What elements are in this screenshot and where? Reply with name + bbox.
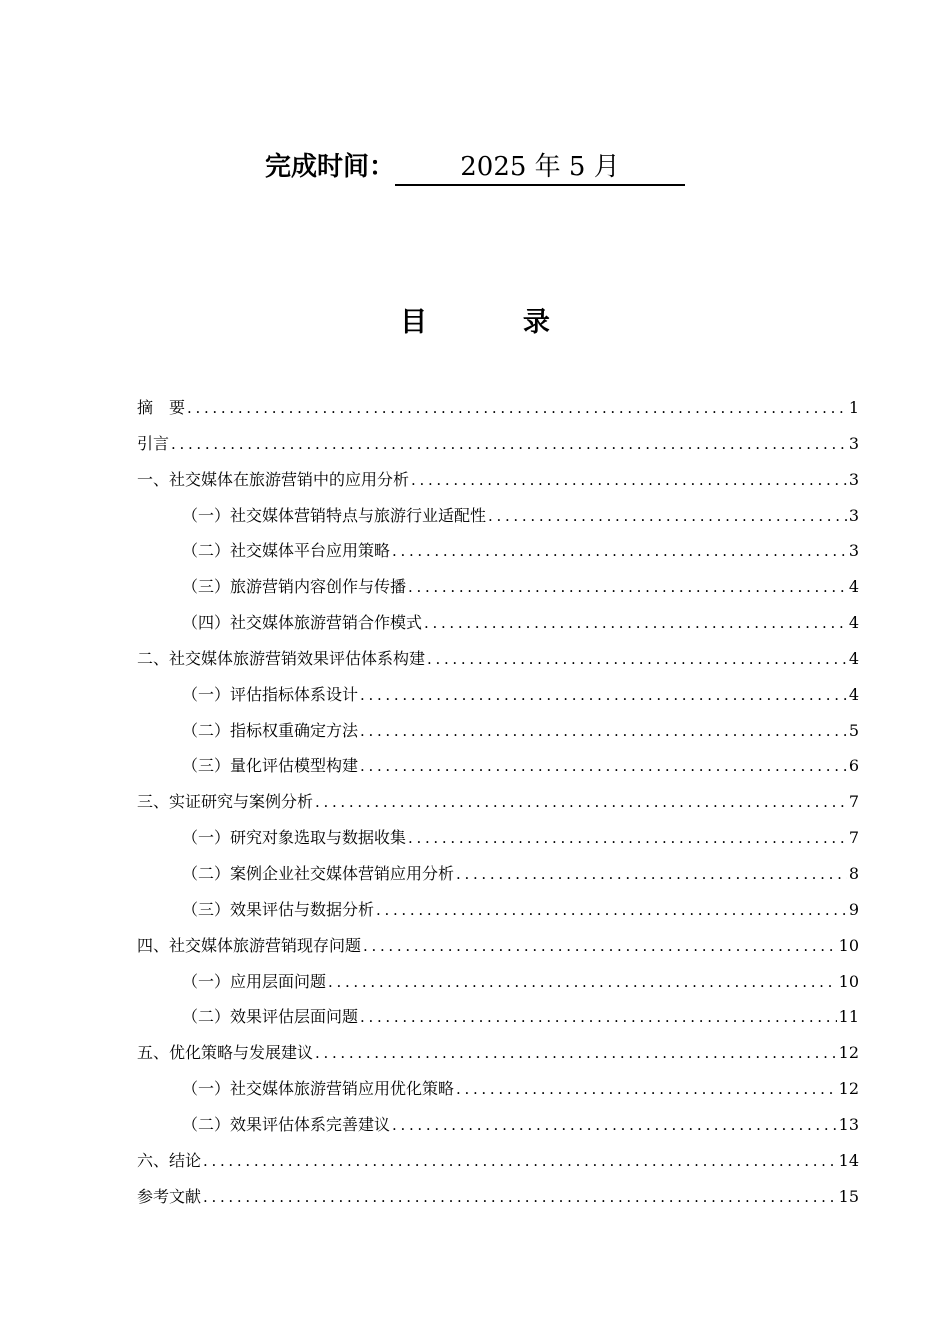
toc-entry-text: 五、优化策略与发展建议 [137,1043,314,1063]
toc-leader-dots [203,1188,837,1206]
toc-entry-page: 4 [848,684,859,704]
toc-entry[interactable] [137,395,859,431]
toc-entry-page: 4 [848,613,859,633]
toc-leader-dots [376,901,847,919]
toc-entry[interactable] [137,933,859,969]
toc-leader-dots [315,1044,837,1062]
toc-entry-text: （四）社交媒体旅游营销合作模式 [182,613,423,633]
toc-entry-text: （二）指标权重确定方法 [182,720,359,740]
toc-entry[interactable] [137,969,859,1005]
toc-entry-text: （一）社交媒体营销特点与旅游行业适配性 [182,505,487,525]
toc-entry-text: （二）案例企业社交媒体营销应用分析 [182,863,455,883]
toc-leader-dots [328,973,837,991]
toc-entry[interactable] [137,825,859,861]
toc-leader-dots [427,650,847,668]
toc-entry-page: 11 [838,1007,859,1027]
toc-entry-page: 7 [848,792,859,812]
table-of-contents [137,395,859,1219]
toc-leader-dots [360,1008,837,1026]
toc-entry-text: （二）效果评估体系完善建议 [182,1114,391,1134]
toc-entry[interactable] [137,682,859,718]
toc-entry-text: （三）量化评估模型构建 [182,756,359,776]
toc-entry[interactable] [137,1184,859,1220]
toc-leader-dots [187,399,847,417]
toc-entry-text: 三、实证研究与案例分析 [137,792,314,812]
toc-entry-page: 1 [848,398,859,417]
toc-entry-text: （一）评估指标体系设计 [182,684,359,704]
toc-entry-page: 10 [838,971,859,991]
toc-entry-text: （一）应用层面问题 [182,971,327,991]
toc-entry-text: 二、社交媒体旅游营销效果评估体系构建 [137,648,426,668]
toc-leader-dots [392,1116,837,1134]
toc-entry[interactable] [137,789,859,825]
toc-entry-page: 8 [848,863,859,883]
toc-leader-dots [360,722,847,740]
toc-title: 目 录 [400,307,594,338]
toc-entry-page: 12 [838,1043,859,1063]
toc-entry-text: 六、结论 [137,1150,202,1170]
toc-entry[interactable] [137,753,859,789]
toc-entry-page: 9 [848,899,859,919]
toc-entry-text: 四、社交媒体旅游营销现存问题 [137,935,362,955]
toc-entry-page: 3 [848,541,859,561]
toc-entry[interactable] [137,718,859,754]
toc-leader-dots [408,829,847,847]
toc-entry-text: 引言 [137,433,170,453]
toc-leader-dots [408,578,847,596]
toc-leader-dots [488,507,847,525]
toc-entry-page: 3 [848,433,859,453]
toc-entry[interactable] [137,538,859,574]
toc-entry-page: 4 [848,577,859,597]
toc-entry-page: 6 [848,756,859,776]
toc-entry-page: 10 [838,935,859,955]
toc-leader-dots [363,937,837,955]
toc-entry[interactable] [137,1040,859,1076]
toc-entry-text: （二）社交媒体平台应用策略 [182,541,391,561]
toc-entry-page: 12 [838,1079,859,1099]
toc-entry-text: （一）研究对象选取与数据收集 [182,828,407,848]
toc-entry-page: 5 [848,720,859,740]
toc-entry[interactable] [137,1148,859,1184]
toc-entry[interactable] [137,1004,859,1040]
toc-entry-page: 4 [848,648,859,668]
toc-entry-page: 3 [848,469,859,489]
toc-entry[interactable] [137,861,859,897]
toc-leader-dots [360,686,847,704]
completion-time-label: 完成时间： [264,152,395,182]
toc-entry[interactable] [137,1112,859,1148]
toc-entry-text: （二）效果评估层面问题 [182,1007,359,1027]
toc-leader-dots [360,757,847,775]
toc-leader-dots [203,1152,837,1170]
toc-entry[interactable] [137,897,859,933]
toc-entry-page: 13 [838,1114,859,1134]
toc-entry-text: 一、社交媒体在旅游营销中的应用分析 [137,469,410,489]
toc-leader-dots [456,1080,837,1098]
toc-entry[interactable] [137,574,859,610]
toc-entry[interactable] [137,646,859,682]
completion-time [0,146,950,186]
toc-leader-dots [411,471,847,489]
toc-entry[interactable] [137,467,859,503]
toc-entry[interactable] [137,503,859,539]
toc-entry-text: 参考文献 [137,1186,202,1206]
toc-leader-dots [456,865,847,883]
toc-entry-text: （三）旅游营销内容创作与传播 [182,577,407,597]
toc-leader-dots [315,793,847,811]
toc-entry-page: 15 [838,1186,859,1206]
toc-entry[interactable] [137,1076,859,1112]
toc-leader-dots [171,435,847,453]
toc-entry[interactable] [137,431,859,467]
toc-entry[interactable] [137,610,859,646]
toc-entry-text: （一）社交媒体旅游营销应用优化策略 [182,1079,455,1099]
completion-time-value: 2025 年 5 月 [395,152,685,186]
toc-entry-page: 14 [838,1150,859,1170]
toc-entry-page: 3 [848,505,859,525]
toc-entry-text: （三）效果评估与数据分析 [182,899,375,919]
toc-entry-text: 摘 要 [137,398,186,417]
toc-entry-page: 7 [848,828,859,848]
toc-leader-dots [392,542,847,560]
toc-leader-dots [424,614,847,632]
